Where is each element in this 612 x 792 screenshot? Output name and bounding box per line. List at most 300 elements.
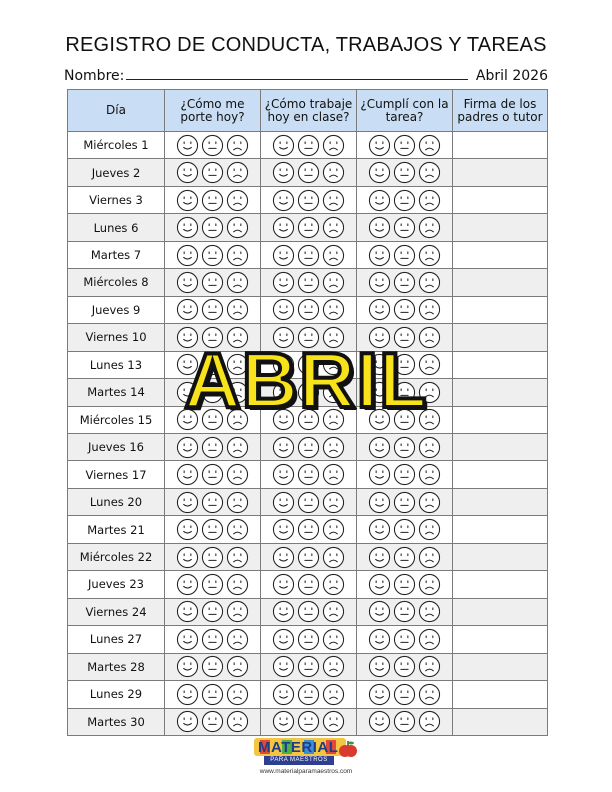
- sad-face-icon[interactable]: [322, 573, 345, 596]
- page-title: REGISTRO DE CONDUCTA, TRABAJOS Y TAREAS: [65, 34, 547, 56]
- face-options: [261, 214, 356, 240]
- happy-face-icon[interactable]: [368, 244, 391, 267]
- signature-cell[interactable]: [453, 159, 548, 186]
- face-options: [357, 297, 452, 323]
- happy-face-icon[interactable]: [272, 491, 295, 514]
- sad-face-icon[interactable]: [322, 463, 345, 486]
- happy-face-icon[interactable]: [368, 161, 391, 184]
- sad-face-icon[interactable]: [418, 244, 441, 267]
- face-options: [261, 544, 356, 570]
- neutral-face-icon[interactable]: [297, 491, 320, 514]
- logo-text: MATERIAL: [258, 739, 339, 756]
- sad-face-icon[interactable]: [418, 518, 441, 541]
- happy-face-icon[interactable]: [368, 600, 391, 623]
- happy-face-icon[interactable]: [176, 298, 199, 321]
- behavior-rating-cell: [165, 214, 261, 241]
- face-options: [261, 461, 356, 487]
- neutral-face-icon[interactable]: [393, 518, 416, 541]
- face-options: [357, 516, 452, 542]
- face-options: [357, 242, 452, 268]
- neutral-face-icon[interactable]: [297, 546, 320, 569]
- sad-face-icon[interactable]: [418, 655, 441, 678]
- sad-face-icon[interactable]: [418, 600, 441, 623]
- signature-cell[interactable]: [453, 269, 548, 296]
- behavior-rating-cell: [165, 433, 261, 460]
- signature-cell[interactable]: [453, 433, 548, 460]
- classwork-rating-cell: [261, 132, 357, 159]
- sad-face-icon[interactable]: [418, 189, 441, 212]
- neutral-face-icon[interactable]: [297, 710, 320, 733]
- face-options: [165, 159, 260, 185]
- sad-face-icon[interactable]: [322, 683, 345, 706]
- face-options: [357, 159, 452, 185]
- face-options: [357, 489, 452, 515]
- happy-face-icon[interactable]: [272, 244, 295, 267]
- happy-face-icon[interactable]: [368, 546, 391, 569]
- day-cell: Miércoles 15: [68, 406, 165, 433]
- happy-face-icon[interactable]: [272, 161, 295, 184]
- table-row: [68, 269, 548, 296]
- face-options: [357, 681, 452, 707]
- classwork-rating-cell: [261, 653, 357, 680]
- neutral-face-icon[interactable]: [201, 518, 224, 541]
- homework-rating-cell: [357, 571, 453, 598]
- face-options: [261, 269, 356, 295]
- happy-face-icon[interactable]: [272, 628, 295, 651]
- happy-face-icon[interactable]: [176, 600, 199, 623]
- face-options: [165, 709, 260, 735]
- behavior-rating-cell: [165, 461, 261, 488]
- face-options: [357, 214, 452, 240]
- name-label: Nombre:: [64, 68, 125, 84]
- table-row: [68, 681, 548, 708]
- sad-face-icon[interactable]: [322, 134, 345, 157]
- table-row: [68, 708, 548, 735]
- homework-rating-cell: [357, 132, 453, 159]
- face-options: [261, 132, 356, 158]
- sad-face-icon[interactable]: [226, 298, 249, 321]
- neutral-face-icon[interactable]: [297, 161, 320, 184]
- happy-face-icon[interactable]: [272, 436, 295, 459]
- neutral-face-icon[interactable]: [297, 573, 320, 596]
- happy-face-icon[interactable]: [272, 189, 295, 212]
- face-options: [165, 434, 260, 460]
- happy-face-icon[interactable]: [176, 628, 199, 651]
- face-options: [261, 516, 356, 542]
- homework-rating-cell: [357, 653, 453, 680]
- header-day: Día: [68, 90, 165, 132]
- happy-face-icon[interactable]: [176, 244, 199, 267]
- face-options: [261, 654, 356, 680]
- behavior-rating-cell: [165, 132, 261, 159]
- happy-face-icon[interactable]: [368, 518, 391, 541]
- neutral-face-icon[interactable]: [393, 573, 416, 596]
- happy-face-icon[interactable]: [176, 161, 199, 184]
- neutral-face-icon[interactable]: [297, 189, 320, 212]
- homework-rating-cell: [357, 241, 453, 268]
- happy-face-icon[interactable]: [272, 463, 295, 486]
- happy-face-icon[interactable]: [176, 189, 199, 212]
- neutral-face-icon[interactable]: [201, 436, 224, 459]
- neutral-face-icon[interactable]: [393, 161, 416, 184]
- table-row: [68, 159, 548, 186]
- neutral-face-icon[interactable]: [297, 628, 320, 651]
- happy-face-icon[interactable]: [176, 518, 199, 541]
- face-options: [261, 434, 356, 460]
- behavior-rating-cell: [165, 296, 261, 323]
- face-options: [165, 187, 260, 213]
- neutral-face-icon[interactable]: [201, 161, 224, 184]
- sad-face-icon[interactable]: [322, 436, 345, 459]
- sad-face-icon[interactable]: [322, 600, 345, 623]
- happy-face-icon[interactable]: [272, 271, 295, 294]
- face-options: [357, 434, 452, 460]
- classwork-rating-cell: [261, 186, 357, 213]
- sad-face-icon[interactable]: [322, 189, 345, 212]
- happy-face-icon[interactable]: [368, 189, 391, 212]
- face-options: [357, 626, 452, 652]
- classwork-rating-cell: [261, 159, 357, 186]
- homework-rating-cell: [357, 214, 453, 241]
- neutral-face-icon[interactable]: [393, 436, 416, 459]
- happy-face-icon[interactable]: [176, 271, 199, 294]
- sad-face-icon[interactable]: [322, 710, 345, 733]
- table-header-row: [68, 90, 548, 132]
- signature-cell[interactable]: [453, 543, 548, 570]
- sad-face-icon[interactable]: [322, 244, 345, 267]
- behavior-rating-cell: [165, 708, 261, 735]
- table-row: [68, 516, 548, 543]
- sad-face-icon[interactable]: [226, 244, 249, 267]
- sad-face-icon[interactable]: [226, 573, 249, 596]
- sad-face-icon[interactable]: [226, 600, 249, 623]
- neutral-face-icon[interactable]: [393, 683, 416, 706]
- neutral-face-icon[interactable]: [393, 134, 416, 157]
- happy-face-icon[interactable]: [176, 134, 199, 157]
- sad-face-icon[interactable]: [322, 546, 345, 569]
- classwork-rating-cell: [261, 461, 357, 488]
- sad-face-icon[interactable]: [418, 546, 441, 569]
- homework-rating-cell: [357, 516, 453, 543]
- behavior-rating-cell: [165, 186, 261, 213]
- signature-cell[interactable]: [453, 516, 548, 543]
- face-options: [165, 489, 260, 515]
- neutral-face-icon[interactable]: [393, 216, 416, 239]
- homework-rating-cell: [357, 708, 453, 735]
- signature-cell[interactable]: [453, 132, 548, 159]
- sad-face-icon[interactable]: [226, 189, 249, 212]
- happy-face-icon[interactable]: [176, 491, 199, 514]
- happy-face-icon[interactable]: [368, 436, 391, 459]
- face-options: [165, 544, 260, 570]
- sad-face-icon[interactable]: [322, 161, 345, 184]
- neutral-face-icon[interactable]: [201, 134, 224, 157]
- face-options: [165, 654, 260, 680]
- neutral-face-icon[interactable]: [393, 655, 416, 678]
- sad-face-icon[interactable]: [418, 134, 441, 157]
- neutral-face-icon[interactable]: [201, 298, 224, 321]
- signature-cell[interactable]: [453, 241, 548, 268]
- table-body: [68, 132, 548, 736]
- happy-face-icon[interactable]: [368, 710, 391, 733]
- homework-rating-cell: [357, 461, 453, 488]
- neutral-face-icon[interactable]: [201, 710, 224, 733]
- header-signature: Firma de los padres o tutor: [453, 90, 548, 132]
- footer-url[interactable]: www.materialparamaestros.com: [259, 768, 353, 775]
- homework-rating-cell: [357, 626, 453, 653]
- happy-face-icon[interactable]: [272, 216, 295, 239]
- neutral-face-icon[interactable]: [297, 655, 320, 678]
- signature-cell[interactable]: [453, 214, 548, 241]
- face-options: [261, 242, 356, 268]
- sad-face-icon[interactable]: [322, 298, 345, 321]
- sad-face-icon[interactable]: [418, 491, 441, 514]
- signature-cell[interactable]: [453, 598, 548, 625]
- signature-cell[interactable]: [453, 296, 548, 323]
- neutral-face-icon[interactable]: [201, 463, 224, 486]
- happy-face-icon[interactable]: [272, 573, 295, 596]
- neutral-face-icon[interactable]: [201, 271, 224, 294]
- neutral-face-icon[interactable]: [201, 600, 224, 623]
- sad-face-icon[interactable]: [322, 491, 345, 514]
- neutral-face-icon[interactable]: [201, 573, 224, 596]
- signature-cell[interactable]: [453, 681, 548, 708]
- neutral-face-icon[interactable]: [297, 216, 320, 239]
- behavior-rating-cell: [165, 159, 261, 186]
- behavior-rating-cell: [165, 488, 261, 515]
- behavior-rating-cell: [165, 269, 261, 296]
- classwork-rating-cell: [261, 708, 357, 735]
- signature-cell[interactable]: [453, 653, 548, 680]
- neutral-face-icon[interactable]: [297, 134, 320, 157]
- happy-face-icon[interactable]: [176, 683, 199, 706]
- neutral-face-icon[interactable]: [393, 271, 416, 294]
- day-cell: Viernes 3: [68, 186, 165, 213]
- neutral-face-icon[interactable]: [201, 655, 224, 678]
- sad-face-icon[interactable]: [226, 491, 249, 514]
- happy-face-icon[interactable]: [272, 546, 295, 569]
- happy-face-icon[interactable]: [272, 518, 295, 541]
- sad-face-icon[interactable]: [322, 518, 345, 541]
- face-options: [357, 571, 452, 597]
- neutral-face-icon[interactable]: [393, 710, 416, 733]
- table-row: [68, 543, 548, 570]
- face-options: [357, 132, 452, 158]
- classwork-rating-cell: [261, 269, 357, 296]
- day-cell: Viernes 24: [68, 598, 165, 625]
- neutral-face-icon[interactable]: [393, 244, 416, 267]
- sad-face-icon[interactable]: [226, 628, 249, 651]
- happy-face-icon[interactable]: [368, 491, 391, 514]
- neutral-face-icon[interactable]: [393, 298, 416, 321]
- neutral-face-icon[interactable]: [393, 628, 416, 651]
- neutral-face-icon[interactable]: [201, 216, 224, 239]
- happy-face-icon[interactable]: [368, 628, 391, 651]
- face-options: [357, 709, 452, 735]
- homework-rating-cell: [357, 543, 453, 570]
- sad-face-icon[interactable]: [418, 573, 441, 596]
- happy-face-icon[interactable]: [176, 710, 199, 733]
- sad-face-icon[interactable]: [418, 298, 441, 321]
- face-options: [357, 187, 452, 213]
- sad-face-icon[interactable]: [322, 216, 345, 239]
- classwork-rating-cell: [261, 214, 357, 241]
- sad-face-icon[interactable]: [226, 271, 249, 294]
- happy-face-icon[interactable]: [176, 463, 199, 486]
- sad-face-icon[interactable]: [226, 161, 249, 184]
- happy-face-icon[interactable]: [176, 546, 199, 569]
- table-row: [68, 296, 548, 323]
- day-cell: Martes 14: [68, 379, 165, 406]
- sad-face-icon[interactable]: [226, 655, 249, 678]
- sad-face-icon[interactable]: [322, 655, 345, 678]
- sad-face-icon[interactable]: [322, 271, 345, 294]
- day-cell: Lunes 27: [68, 626, 165, 653]
- neutral-face-icon[interactable]: [201, 628, 224, 651]
- month-year: Abril 2026: [475, 68, 548, 84]
- classwork-rating-cell: [261, 681, 357, 708]
- sad-face-icon[interactable]: [418, 683, 441, 706]
- sad-face-icon[interactable]: [226, 436, 249, 459]
- sad-face-icon[interactable]: [226, 134, 249, 157]
- happy-face-icon[interactable]: [368, 655, 391, 678]
- face-options: [261, 297, 356, 323]
- happy-face-icon[interactable]: [368, 271, 391, 294]
- table-row: [68, 214, 548, 241]
- neutral-face-icon[interactable]: [297, 244, 320, 267]
- behavior-rating-cell: [165, 516, 261, 543]
- logo-subtitle: PARA MAESTROS: [264, 756, 334, 765]
- classwork-rating-cell: [261, 241, 357, 268]
- sad-face-icon[interactable]: [418, 710, 441, 733]
- happy-face-icon[interactable]: [176, 436, 199, 459]
- sad-face-icon[interactable]: [418, 271, 441, 294]
- table-row: [68, 241, 548, 268]
- face-options: [261, 681, 356, 707]
- face-options: [165, 681, 260, 707]
- neutral-face-icon[interactable]: [201, 244, 224, 267]
- face-options: [261, 571, 356, 597]
- footer-logo: [246, 737, 366, 783]
- behavior-rating-cell: [165, 653, 261, 680]
- table-row: [68, 571, 548, 598]
- behavior-rating-cell: [165, 571, 261, 598]
- happy-face-icon[interactable]: [368, 216, 391, 239]
- name-row: [64, 64, 548, 84]
- face-options: [261, 599, 356, 625]
- day-cell: Martes 7: [68, 241, 165, 268]
- homework-rating-cell: [357, 433, 453, 460]
- table-row: [68, 186, 548, 213]
- signature-cell[interactable]: [453, 461, 548, 488]
- sad-face-icon[interactable]: [226, 710, 249, 733]
- neutral-face-icon[interactable]: [393, 546, 416, 569]
- happy-face-icon[interactable]: [272, 298, 295, 321]
- happy-face-icon[interactable]: [272, 655, 295, 678]
- signature-cell[interactable]: [453, 626, 548, 653]
- homework-rating-cell: [357, 488, 453, 515]
- sad-face-icon[interactable]: [226, 683, 249, 706]
- face-options: [261, 187, 356, 213]
- neutral-face-icon[interactable]: [297, 518, 320, 541]
- day-cell: Martes 30: [68, 708, 165, 735]
- sad-face-icon[interactable]: [418, 628, 441, 651]
- happy-face-icon[interactable]: [272, 710, 295, 733]
- homework-rating-cell: [357, 681, 453, 708]
- day-cell: Jueves 23: [68, 571, 165, 598]
- signature-cell[interactable]: [453, 488, 548, 515]
- table-row: [68, 132, 548, 159]
- happy-face-icon[interactable]: [272, 683, 295, 706]
- sad-face-icon[interactable]: [226, 463, 249, 486]
- neutral-face-icon[interactable]: [201, 546, 224, 569]
- classwork-rating-cell: [261, 543, 357, 570]
- face-options: [261, 709, 356, 735]
- sad-face-icon[interactable]: [418, 216, 441, 239]
- face-options: [165, 297, 260, 323]
- neutral-face-icon[interactable]: [297, 683, 320, 706]
- neutral-face-icon[interactable]: [393, 600, 416, 623]
- face-options: [357, 599, 452, 625]
- sad-face-icon[interactable]: [226, 216, 249, 239]
- classwork-rating-cell: [261, 626, 357, 653]
- happy-face-icon[interactable]: [272, 600, 295, 623]
- signature-cell[interactable]: [453, 571, 548, 598]
- happy-face-icon[interactable]: [176, 655, 199, 678]
- neutral-face-icon[interactable]: [393, 463, 416, 486]
- happy-face-icon[interactable]: [368, 463, 391, 486]
- signature-cell[interactable]: [453, 186, 548, 213]
- sad-face-icon[interactable]: [226, 518, 249, 541]
- happy-face-icon[interactable]: [176, 216, 199, 239]
- happy-face-icon[interactable]: [368, 298, 391, 321]
- happy-face-icon[interactable]: [368, 134, 391, 157]
- day-cell: Jueves 2: [68, 159, 165, 186]
- sad-face-icon[interactable]: [418, 161, 441, 184]
- sad-face-icon[interactable]: [418, 436, 441, 459]
- face-options: [357, 269, 452, 295]
- classwork-rating-cell: [261, 433, 357, 460]
- happy-face-icon[interactable]: [368, 683, 391, 706]
- happy-face-icon[interactable]: [272, 134, 295, 157]
- signature-cell[interactable]: [453, 708, 548, 735]
- table-row: [68, 433, 548, 460]
- sad-face-icon[interactable]: [322, 628, 345, 651]
- classwork-rating-cell: [261, 296, 357, 323]
- header-classwork: ¿Cómo trabaje hoy en clase?: [261, 90, 357, 132]
- day-cell: Lunes 6: [68, 214, 165, 241]
- neutral-face-icon[interactable]: [297, 600, 320, 623]
- neutral-face-icon[interactable]: [393, 491, 416, 514]
- neutral-face-icon[interactable]: [297, 298, 320, 321]
- neutral-face-icon[interactable]: [393, 189, 416, 212]
- neutral-face-icon[interactable]: [201, 189, 224, 212]
- homework-rating-cell: [357, 598, 453, 625]
- classwork-rating-cell: [261, 598, 357, 625]
- face-options: [165, 461, 260, 487]
- neutral-face-icon[interactable]: [201, 683, 224, 706]
- neutral-face-icon[interactable]: [297, 436, 320, 459]
- sad-face-icon[interactable]: [226, 546, 249, 569]
- neutral-face-icon[interactable]: [297, 463, 320, 486]
- sad-face-icon[interactable]: [418, 463, 441, 486]
- neutral-face-icon[interactable]: [201, 491, 224, 514]
- happy-face-icon[interactable]: [176, 573, 199, 596]
- neutral-face-icon[interactable]: [297, 271, 320, 294]
- happy-face-icon[interactable]: [368, 573, 391, 596]
- name-field-line[interactable]: [126, 79, 468, 80]
- month-overlay-title: ABRIL: [184, 336, 428, 424]
